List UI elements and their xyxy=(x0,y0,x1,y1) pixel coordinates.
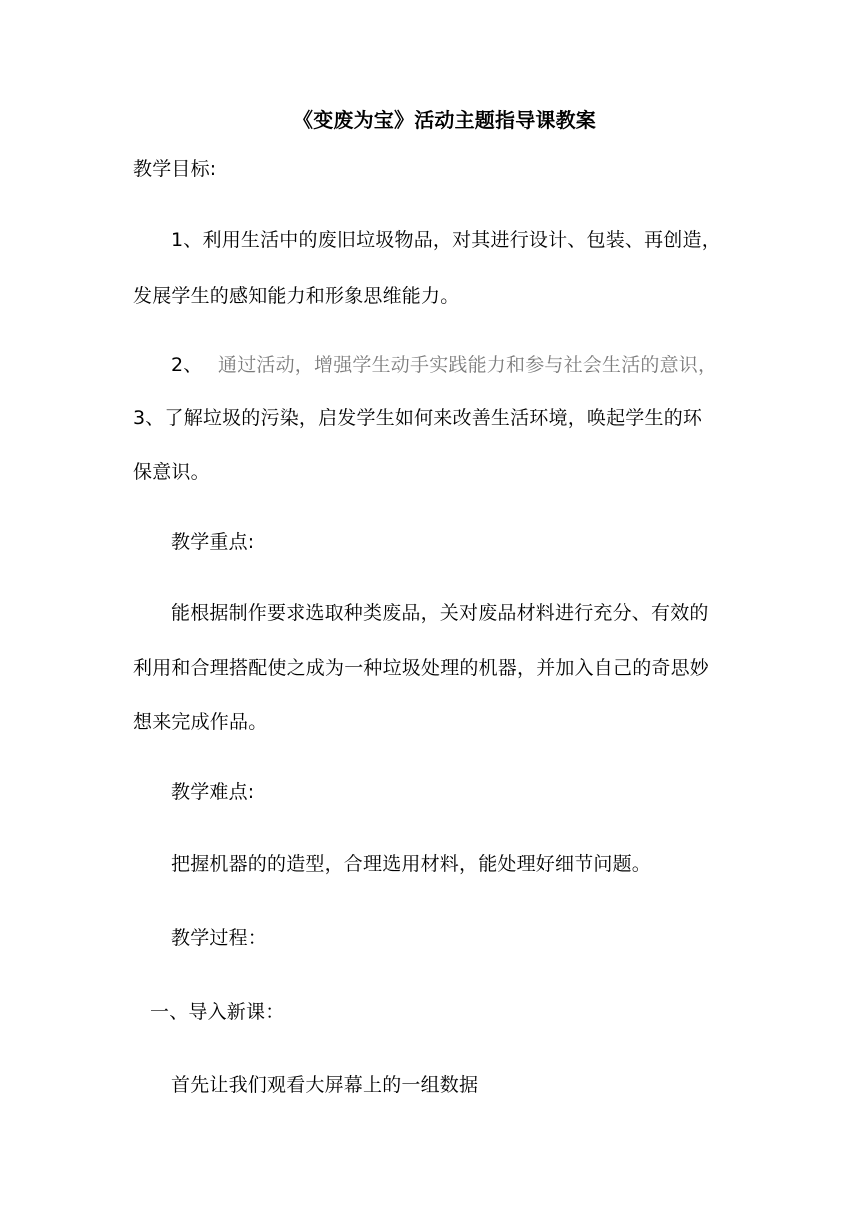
objective-3-line-2: 保意识。 xyxy=(133,461,210,483)
key-points-line-2: 利用和合理搭配使之成为一种垃圾处理的机器，并加入自己的奇思妙 xyxy=(133,657,710,679)
difficulty-text: 把握机器的的造型，合理选用材料，能处理好细节问题。 xyxy=(171,853,652,875)
objective-1-line-2: 发展学生的感知能力和形象思维能力。 xyxy=(133,285,460,307)
section-1-heading: 一、导入新课： xyxy=(150,1001,285,1023)
key-points-heading: 教学重点: xyxy=(171,531,255,553)
document-title: 《变废为宝》活动主题指导课教案 xyxy=(293,108,596,132)
process-heading: 教学过程： xyxy=(171,927,268,949)
objectives-heading: 教学目标: xyxy=(133,158,217,180)
difficulty-heading: 教学难点: xyxy=(171,781,255,803)
objective-2-text: 通过活动，增强学生动手实践能力和参与社会生活的意识， xyxy=(218,354,718,376)
objective-2-number: 2、 xyxy=(171,354,203,376)
key-points-line-1: 能根据制作要求选取种类废品，关对废品材料进行充分、有效的 xyxy=(171,602,709,624)
section-1-text: 首先让我们观看大屏幕上的一组数据 xyxy=(171,1074,479,1096)
key-points-line-3: 想来完成作品。 xyxy=(133,711,268,733)
objective-3-line-1: 3、了解垃圾的污染，启发学生如何来改善生活环境，唤起学生的环 xyxy=(133,407,703,429)
objective-1-line-1: 1、利用生活中的废旧垃圾物品，对其进行设计、包装、再创造， xyxy=(171,229,721,251)
